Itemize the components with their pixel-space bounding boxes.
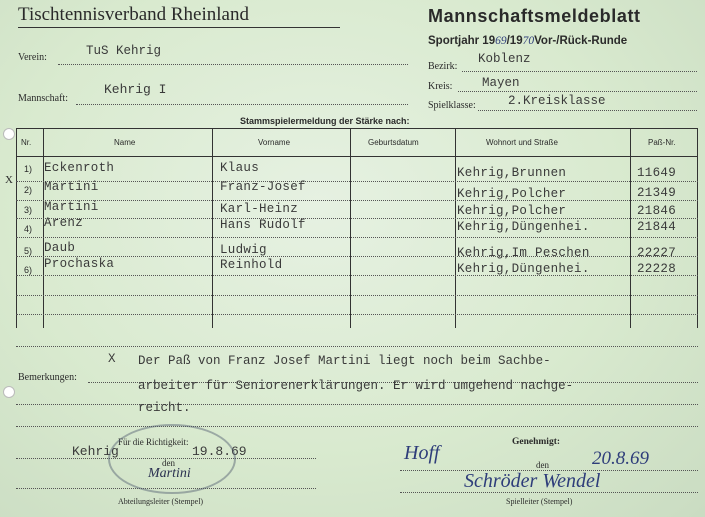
bezirk-label: Bezirk: xyxy=(428,61,458,72)
remarks-line-0 xyxy=(16,346,698,347)
row-mark: X xyxy=(5,174,14,186)
remarks-text-line-1: Der Paß von Franz Josef Martini liegt noch beim Sachbe- xyxy=(138,354,551,368)
header-geburtsdatum: Geburtsdatum xyxy=(368,138,419,147)
row-3-wohnort: Kehrig,Polcher xyxy=(457,204,567,218)
row-line-4 xyxy=(16,237,698,238)
signature-1: Hoff xyxy=(404,442,440,464)
header-passnr: Paß-Nr. xyxy=(648,138,676,147)
row-line-8 xyxy=(16,314,698,315)
footer-right-sign-line xyxy=(400,492,698,493)
row-line-6 xyxy=(16,275,698,276)
col-sep-5 xyxy=(630,128,631,328)
header-vorname: Vorname xyxy=(258,138,291,147)
verein-dotline xyxy=(58,64,408,65)
footer-den-left: den xyxy=(162,458,175,468)
row-1-wohnort: Kehrig,Brunnen xyxy=(457,166,567,180)
verein-label: Verein: xyxy=(18,52,47,63)
punch-hole-top xyxy=(3,128,15,140)
col-sep-4 xyxy=(455,128,456,328)
row-6-vorname: Reinhold xyxy=(220,258,283,272)
remarks-label: Bemerkungen: xyxy=(18,372,77,383)
table-header-bottom xyxy=(16,156,698,157)
row-4-vorname: Hans Rudolf xyxy=(220,218,306,232)
row-line-2 xyxy=(16,200,698,201)
stamp-signature: Martini xyxy=(148,466,191,481)
mannschaft-label: Mannschaft: xyxy=(18,93,68,104)
organization-name: Tischtennisverband Rheinland xyxy=(18,4,249,25)
row-2-passnr: 21349 xyxy=(637,186,677,200)
remarks-text-line-2: arbeiter für Seniorenerklärungen. Er wird umgehend nachge- xyxy=(138,379,574,393)
remarks-text-line-3: reicht. xyxy=(138,401,191,415)
row-6-nr: 6) xyxy=(24,265,33,275)
row-4-nr: 4) xyxy=(24,224,33,234)
header-nr: Nr. xyxy=(21,138,32,147)
table-left-border xyxy=(16,128,17,328)
row-4-passnr: 21844 xyxy=(637,220,677,234)
season-line xyxy=(428,35,627,47)
row-5-wohnort: Kehrig,Im Peschen xyxy=(457,246,590,260)
spielklasse-value: 2.Kreisklasse xyxy=(508,94,606,108)
row-line-3 xyxy=(16,218,698,219)
club-stamp xyxy=(108,424,236,494)
genehmigt-label: Genehmigt: xyxy=(512,437,561,447)
spielklasse-label: Spielklasse: xyxy=(428,100,476,111)
abteilungsleiter-label: Abteilungsleiter (Stempel) xyxy=(118,497,204,506)
org-underline xyxy=(18,27,340,28)
row-5-nr: 5) xyxy=(24,246,33,256)
table-top-border xyxy=(16,128,698,129)
form-title: Mannschaftsmeldeblatt xyxy=(428,6,641,26)
row-line-5 xyxy=(16,256,698,257)
season-mid: /19 xyxy=(506,35,523,47)
kreis-label: Kreis: xyxy=(428,81,453,92)
row-line-7 xyxy=(16,295,698,296)
season-prefix: Sportjahr 19 xyxy=(428,35,496,47)
table-title: Stammspielermeldung der Stärke nach: xyxy=(240,116,410,126)
footer-date: 19.8.69 xyxy=(192,444,247,459)
row-2-name: Martini xyxy=(44,180,99,194)
table-right-border xyxy=(697,128,698,328)
row-3-nr: 3) xyxy=(24,205,33,215)
col-sep-2 xyxy=(212,128,213,328)
footer-place: Kehrig xyxy=(72,444,119,459)
kreis-value: Mayen xyxy=(482,76,520,90)
verein-value: TuS Kehrig xyxy=(86,44,162,58)
footer-den-right: den xyxy=(536,460,549,470)
spielklasse-dotline xyxy=(478,110,697,111)
row-3-vorname: Karl-Heinz xyxy=(220,202,299,216)
signature-2: Schröder Wendel xyxy=(464,470,601,492)
row-1-name: Eckenroth xyxy=(44,161,115,175)
row-5-name: Daub xyxy=(44,241,76,255)
row-5-vorname: Ludwig xyxy=(220,243,267,257)
row-5-passnr: 22227 xyxy=(637,246,677,260)
row-1-vorname: Klaus xyxy=(220,161,260,175)
remarks-marker: X xyxy=(108,352,116,366)
header-name: Name xyxy=(114,138,136,147)
header-wohnort: Wohnort und Straße xyxy=(486,138,558,147)
spielleiter-label: Spielleiter (Stempel) xyxy=(506,497,573,506)
row-3-name: Martini xyxy=(44,200,99,214)
row-2-wohnort: Kehrig,Polcher xyxy=(457,187,567,201)
row-3-passnr: 21846 xyxy=(637,204,677,218)
remarks-line-2 xyxy=(16,404,698,405)
punch-hole-bottom xyxy=(3,386,15,398)
season-year-2: 70 xyxy=(522,35,535,47)
season-suffix: Vor-/Rück-Runde xyxy=(534,35,628,47)
row-line-1 xyxy=(16,181,698,182)
row-4-wohnort: Kehrig,Düngenhei. xyxy=(457,220,590,234)
approval-date: 20.8.69 xyxy=(592,448,649,469)
bezirk-dotline xyxy=(462,71,697,72)
row-2-nr: 2) xyxy=(24,185,33,195)
col-sep-3 xyxy=(350,128,351,328)
mannschaft-value: Kehrig I xyxy=(104,82,167,97)
kreis-dotline xyxy=(458,91,697,92)
season-year-1: 69 xyxy=(495,35,507,47)
row-6-passnr: 22228 xyxy=(637,262,677,276)
row-4-name: Arenz xyxy=(44,216,84,230)
row-6-wohnort: Kehrig,Düngenhei. xyxy=(457,262,590,276)
richtigkeit-label: Für die Richtigkeit: xyxy=(118,437,189,447)
remarks-line-3 xyxy=(16,426,698,427)
mannschaft-dotline xyxy=(76,104,408,105)
row-6-name: Prochaska xyxy=(44,257,115,271)
bezirk-value: Koblenz xyxy=(478,52,531,66)
row-1-nr: 1) xyxy=(24,164,33,174)
row-2-vorname: Franz-Josef xyxy=(220,180,306,194)
row-1-passnr: 11649 xyxy=(637,166,677,180)
